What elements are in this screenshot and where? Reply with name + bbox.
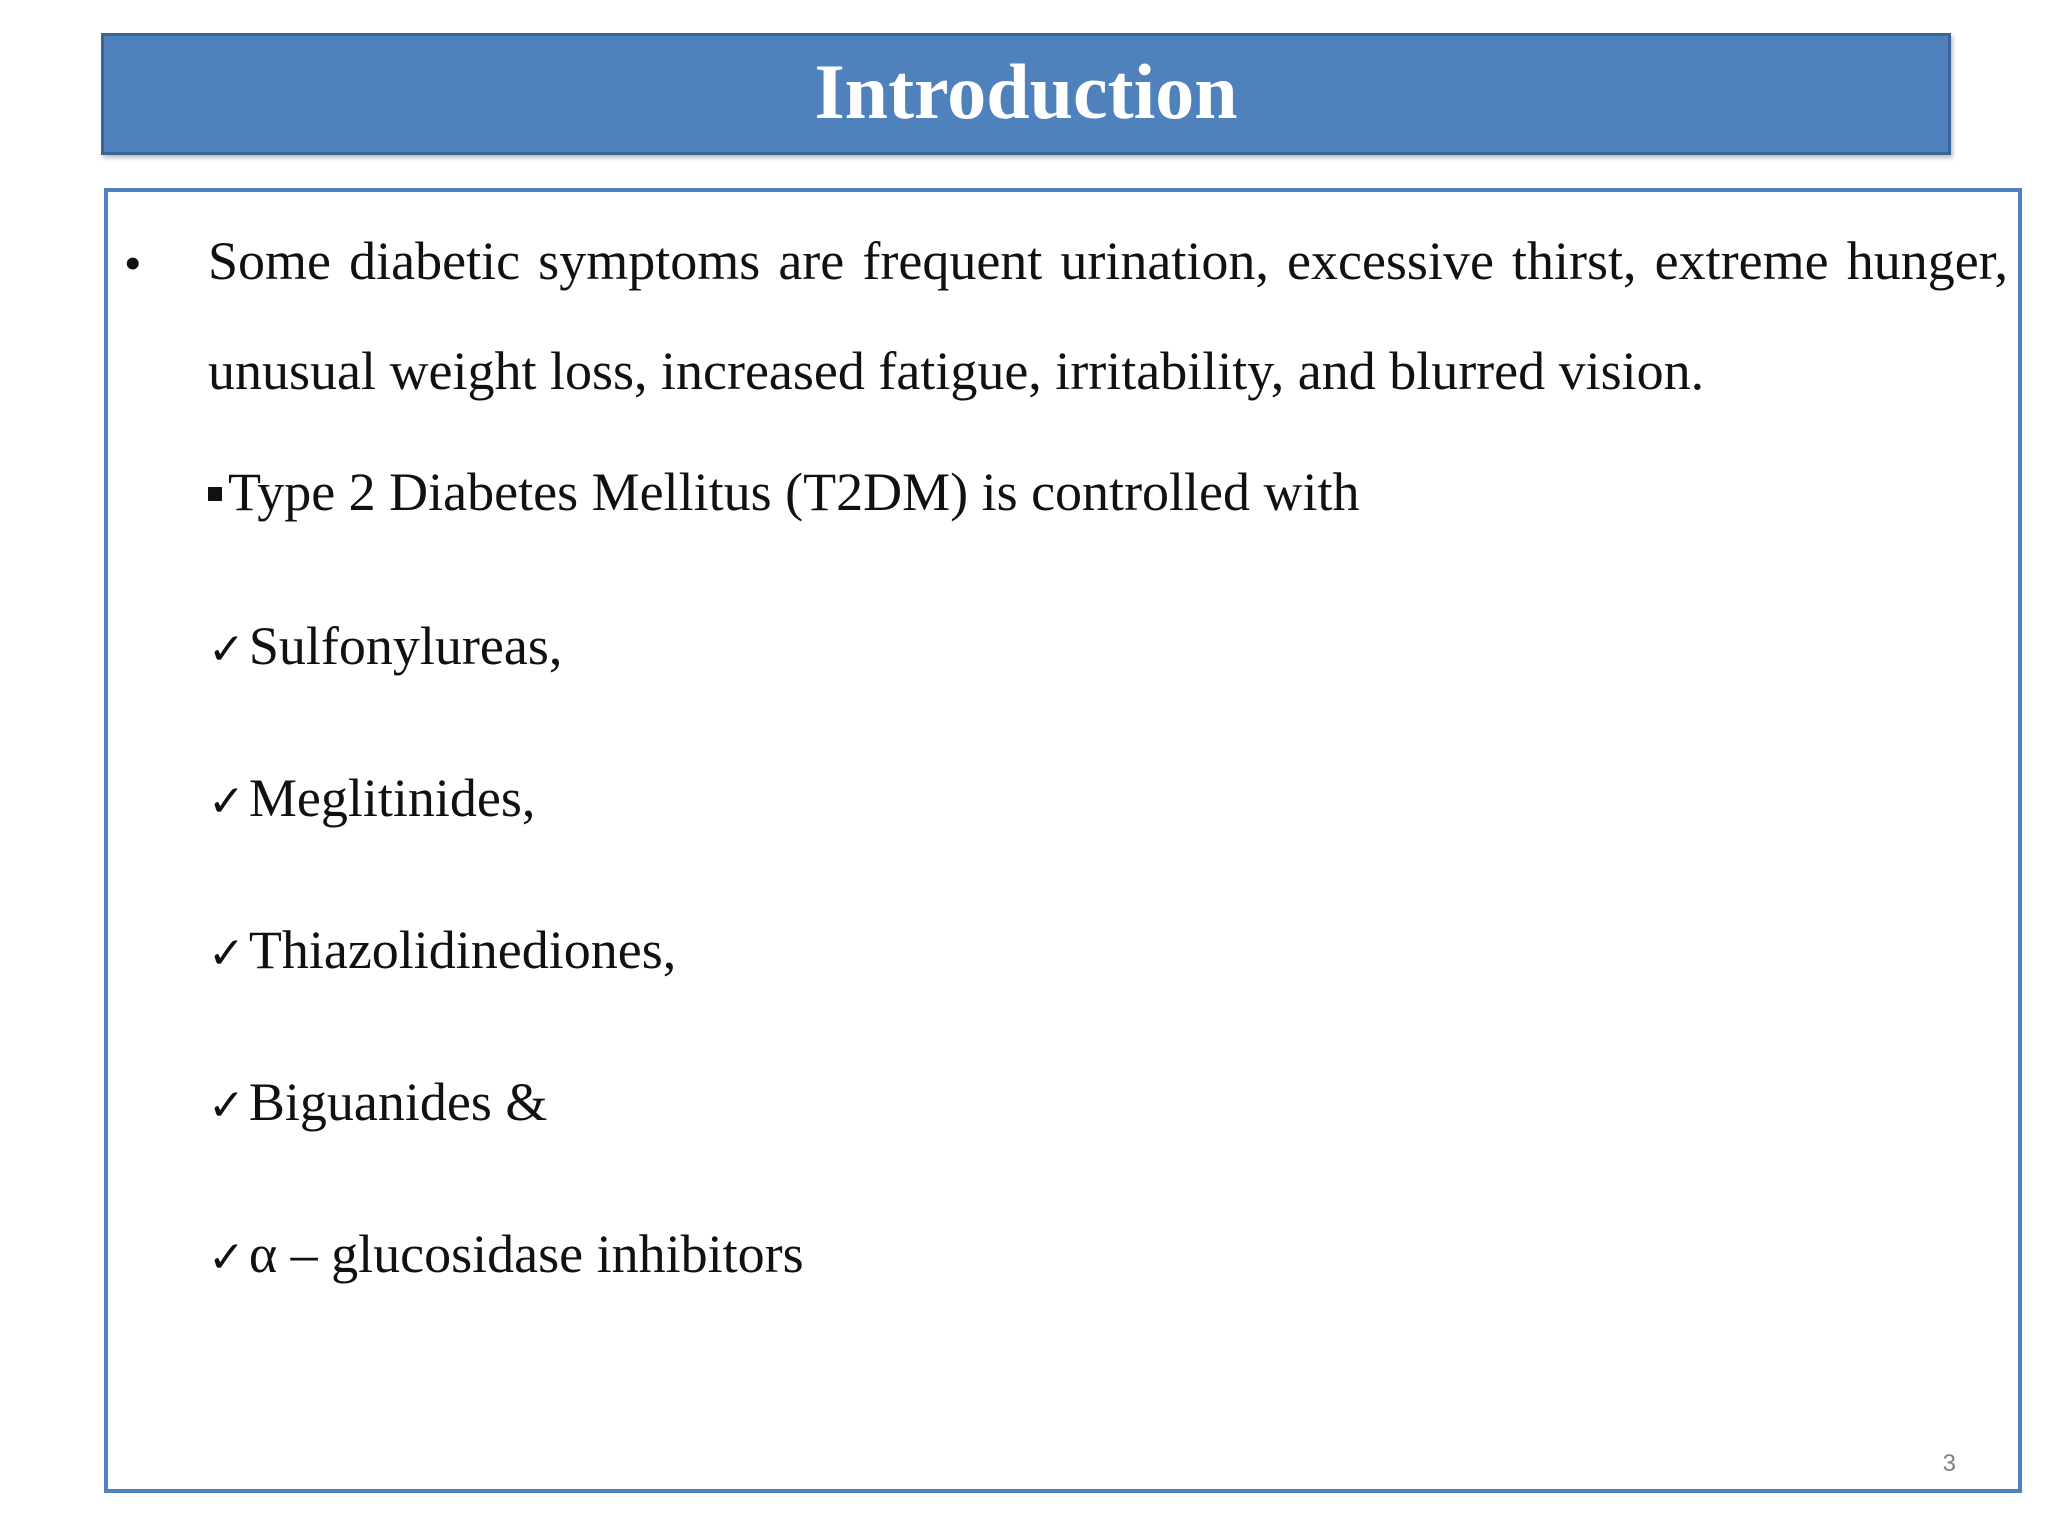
list-item [208, 1070, 547, 1135]
slide-title: Introduction [814, 48, 1238, 135]
checkmark-icon: ✓ [208, 928, 245, 979]
content-frame [104, 188, 2022, 1493]
title-bar [101, 33, 1951, 155]
drug-class-label: Biguanides & [248, 1072, 548, 1132]
list-item [208, 1222, 804, 1287]
drug-class-label: Sulfonylureas, [248, 616, 563, 676]
page-number: 3 [1942, 1450, 1956, 1477]
checkmark-icon: ✓ [208, 624, 245, 675]
list-item [208, 918, 676, 983]
symptoms-text: Some diabetic symptoms are frequent urination, excessive thirst, extreme hunger, unusual weight loss, increased fatigue, irritability, and blurred vision. [208, 231, 2008, 401]
square-bullet-icon [208, 487, 222, 501]
bullet-marker: • [124, 235, 142, 291]
checkmark-icon: ✓ [208, 1080, 245, 1131]
checkmark-icon: ✓ [208, 1232, 245, 1283]
subheading-line [208, 460, 1360, 525]
subheading-text: Type 2 Diabetes Mellitus (T2DM) is controlled with [228, 462, 1360, 522]
list-item [208, 614, 562, 679]
drug-class-label: Thiazolidinediones, [248, 920, 677, 980]
checkmark-icon: ✓ [208, 776, 245, 827]
drug-class-label: Meglitinides, [248, 768, 536, 828]
list-item [208, 766, 535, 831]
drug-class-label: α – glucosidase inhibitors [248, 1224, 804, 1284]
